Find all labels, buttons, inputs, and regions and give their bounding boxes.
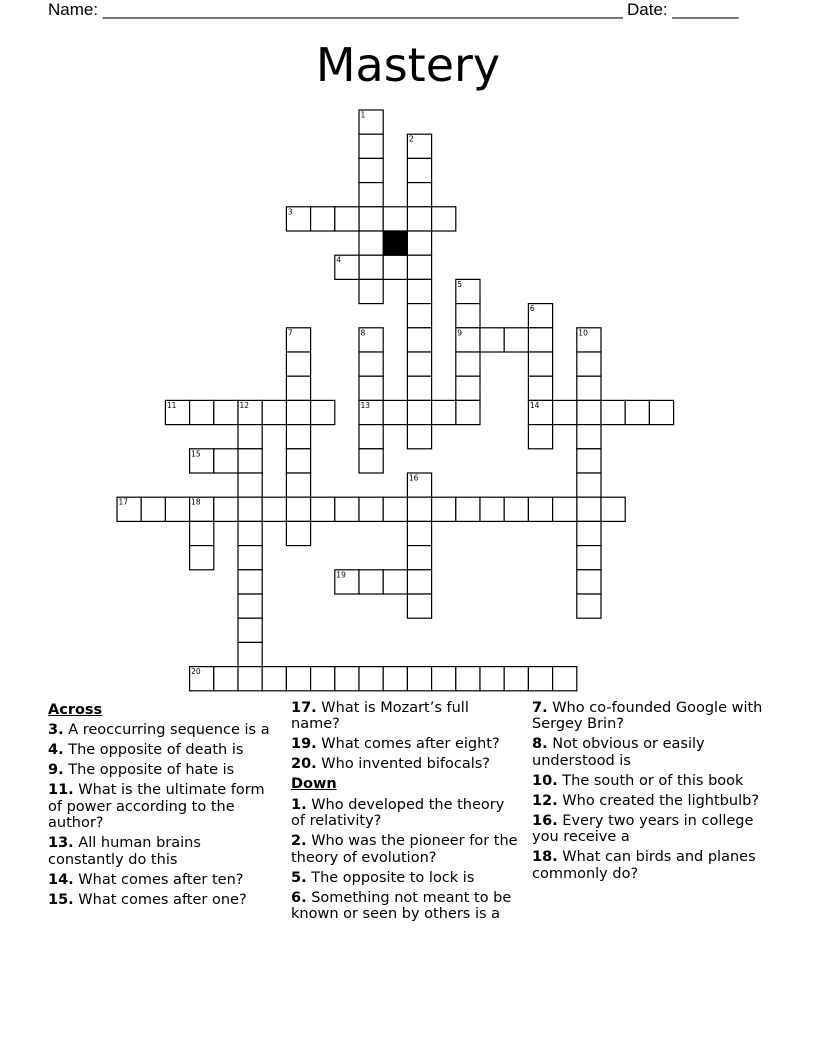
grid-cell[interactable]	[407, 376, 431, 400]
grid-cell[interactable]	[528, 497, 552, 521]
grid-cell[interactable]	[577, 425, 601, 449]
down-clue-list	[291, 797, 519, 923]
grid-cell[interactable]	[577, 473, 601, 497]
grid-cell[interactable]	[553, 667, 577, 691]
grid-cell[interactable]	[286, 425, 310, 449]
clue-number: 12.	[532, 792, 558, 809]
across-clue-9	[48, 762, 280, 778]
grid-cell[interactable]	[407, 497, 431, 521]
clue-text: Who invented bifocals?	[316, 756, 490, 773]
grid-cell[interactable]	[407, 207, 431, 231]
clue-text: What can birds and planes commonly do?	[532, 849, 756, 882]
across-clue-19	[291, 736, 519, 752]
clue-number: 1.	[291, 796, 307, 813]
grid-cell[interactable]	[311, 667, 335, 691]
grid-cell[interactable]	[480, 497, 504, 521]
clue-number: 16.	[532, 812, 558, 829]
clue-number: 6.	[291, 889, 307, 906]
puzzle-title: Mastery	[315, 38, 501, 92]
down-clue-16	[532, 813, 768, 846]
clue-text: What is the ultimate form of power according to the author?	[48, 782, 265, 832]
clue-text: The opposite of hate is	[63, 762, 235, 779]
grid-cell[interactable]	[214, 449, 238, 473]
grid-cell[interactable]	[383, 497, 407, 521]
clue-number: 3.	[48, 722, 64, 739]
clue-text: Who was the pioneer for the theory of evolution?	[291, 833, 518, 866]
clue-text: The opposite to lock is	[306, 869, 475, 886]
down-clue-12	[532, 793, 768, 809]
down-clue-1	[291, 797, 519, 830]
grid-cell[interactable]	[359, 279, 383, 303]
cell-number-11: 11	[166, 400, 177, 410]
grid-cell[interactable]	[649, 400, 673, 424]
grid-cell[interactable]	[286, 667, 310, 691]
across-clue-4	[48, 742, 280, 758]
across-clue-15	[48, 892, 280, 908]
grid-cell[interactable]	[383, 207, 407, 231]
cell-number-3: 3	[287, 207, 293, 217]
across-clue-14	[48, 872, 280, 888]
grid-cell[interactable]	[262, 400, 286, 424]
across-clue-20	[291, 756, 519, 772]
grid-cell[interactable]	[577, 449, 601, 473]
grid-cell[interactable]	[311, 497, 335, 521]
grid-cell[interactable]	[335, 207, 359, 231]
grid-cell[interactable]	[238, 570, 262, 594]
grid-cell[interactable]	[456, 667, 480, 691]
clue-text: The opposite of death is	[63, 742, 244, 759]
across-clue-list-continued	[291, 700, 519, 773]
grid-cell[interactable]	[407, 255, 431, 279]
grid-cell[interactable]	[504, 497, 528, 521]
grid-cell[interactable]	[359, 667, 383, 691]
grid-cell[interactable]	[238, 521, 262, 545]
across-clue-list	[48, 722, 280, 908]
grid-black-cell	[383, 231, 407, 255]
grid-cell[interactable]	[577, 376, 601, 400]
grid-cell[interactable]	[262, 497, 286, 521]
grid-cell[interactable]	[214, 497, 238, 521]
grid-cell[interactable]	[359, 497, 383, 521]
clue-number: 14.	[48, 871, 74, 888]
clue-text: What is Mozart’s full name?	[291, 700, 469, 733]
grid-cell[interactable]	[456, 376, 480, 400]
clue-text: What comes after eight?	[316, 736, 500, 753]
grid-cell[interactable]	[286, 352, 310, 376]
grid-cell[interactable]	[335, 497, 359, 521]
clue-number: 18.	[532, 849, 558, 866]
clue-number: 10.	[532, 772, 558, 789]
grid-cell[interactable]	[577, 352, 601, 376]
grid-cell[interactable]	[238, 546, 262, 570]
cell-number-18: 18	[191, 497, 201, 507]
across-clue-13	[48, 835, 280, 868]
grid-cell[interactable]	[190, 400, 214, 424]
grid-cell[interactable]	[407, 231, 431, 255]
grid-cell[interactable]	[456, 400, 480, 424]
cell-number-1: 1	[360, 110, 366, 120]
clue-text: Every two years in college you receive a	[532, 812, 754, 846]
cell-number-17: 17	[118, 497, 129, 507]
grid-cell[interactable]	[407, 570, 431, 594]
grid-cell[interactable]	[504, 328, 528, 352]
grid-cell[interactable]	[286, 376, 310, 400]
across-clue-3	[48, 722, 280, 738]
grid-cell[interactable]	[359, 425, 383, 449]
cell-number-15: 15	[191, 449, 201, 459]
cell-number-8: 8	[360, 328, 366, 338]
grid-cell[interactable]	[407, 304, 431, 328]
grid-cell[interactable]	[553, 497, 577, 521]
grid-cell[interactable]	[214, 667, 238, 691]
grid-cell[interactable]	[238, 497, 262, 521]
clue-text: The south or of this book	[557, 772, 744, 789]
grid-cell[interactable]	[238, 642, 262, 666]
cell-number-19: 19	[336, 570, 346, 580]
across-clue-11	[48, 782, 280, 831]
grid-cell[interactable]	[577, 594, 601, 618]
grid-cell[interactable]	[190, 521, 214, 545]
cell-number-5: 5	[457, 279, 463, 289]
grid-cell[interactable]	[238, 425, 262, 449]
grid-cell[interactable]	[432, 497, 456, 521]
grid-cell[interactable]	[504, 667, 528, 691]
across-clues-column	[48, 700, 280, 912]
grid-cell[interactable]	[311, 400, 335, 424]
grid-cell[interactable]	[262, 667, 286, 691]
grid-cell[interactable]	[165, 497, 189, 521]
clue-text: Something not meant to be known or seen by others is a	[291, 889, 512, 923]
grid-cell[interactable]	[383, 400, 407, 424]
grid-cell[interactable]	[456, 497, 480, 521]
grid-cell[interactable]	[407, 425, 431, 449]
grid-cell[interactable]	[480, 328, 504, 352]
across-clue-17	[291, 700, 519, 733]
clue-number: 11.	[48, 782, 74, 799]
grid-cell[interactable]	[528, 425, 552, 449]
grid-cell[interactable]	[456, 352, 480, 376]
grid-cell[interactable]	[432, 400, 456, 424]
down-clue-2	[291, 833, 519, 866]
cell-number-2: 2	[408, 134, 414, 144]
clue-number: 7.	[532, 700, 548, 716]
grid-cell[interactable]	[286, 521, 310, 545]
grid-cell[interactable]	[359, 231, 383, 255]
clue-number: 5.	[291, 869, 307, 886]
clue-text: All human brains constantly do this	[48, 835, 201, 868]
grid-cell[interactable]	[286, 400, 310, 424]
grid-cell[interactable]	[238, 667, 262, 691]
clue-number: 2.	[291, 833, 307, 850]
grid-cell[interactable]	[528, 376, 552, 400]
clue-text: Who developed the theory of relativity?	[291, 796, 505, 830]
grid-cell[interactable]	[335, 667, 359, 691]
grid-cell[interactable]	[214, 400, 238, 424]
grid-cell[interactable]	[528, 667, 552, 691]
clue-text: Who created the lightbulb?	[557, 792, 760, 809]
down-clue-5	[291, 870, 519, 886]
grid-cell[interactable]	[407, 279, 431, 303]
down-clue-7	[532, 700, 768, 733]
clue-text: Not obvious or easily understood is	[532, 736, 705, 769]
clue-number: 20.	[291, 756, 317, 773]
grid-cell[interactable]	[383, 667, 407, 691]
clue-text: What comes after ten?	[73, 871, 244, 888]
grid-cell[interactable]	[190, 546, 214, 570]
grid-cell[interactable]	[238, 594, 262, 618]
cell-number-13: 13	[360, 400, 371, 410]
grid-cell[interactable]	[359, 570, 383, 594]
cell-number-10: 10	[578, 328, 588, 338]
grid-cell[interactable]	[407, 158, 431, 182]
cell-number-14: 14	[529, 400, 540, 410]
grid-cell[interactable]	[286, 473, 310, 497]
name-field-label: Name: _______________________________________________________	[48, 0, 623, 19]
grid-cell[interactable]	[407, 546, 431, 570]
grid-cell[interactable]	[407, 667, 431, 691]
grid-cell[interactable]	[480, 667, 504, 691]
grid-cell[interactable]	[383, 255, 407, 279]
grid-cell[interactable]	[577, 497, 601, 521]
clue-text: A reoccurring sequence is a	[63, 722, 270, 739]
cell-number-12: 12	[239, 400, 250, 410]
clue-number: 15.	[48, 891, 74, 908]
grid-cell[interactable]	[359, 352, 383, 376]
cell-number-6: 6	[529, 304, 535, 314]
grid-cell[interactable]	[601, 400, 625, 424]
grid-cell[interactable]	[311, 207, 335, 231]
date-field-label: Date: _______	[627, 0, 739, 19]
grid-cell[interactable]	[407, 400, 431, 424]
grid-cell[interactable]	[407, 352, 431, 376]
grid-cell[interactable]	[577, 546, 601, 570]
grid-cell[interactable]	[528, 352, 552, 376]
down-clue-18	[532, 849, 768, 882]
clue-number: 8.	[532, 736, 548, 753]
grid-cell[interactable]	[141, 497, 165, 521]
clues-column-right	[532, 700, 768, 886]
down-clue-list-continued	[532, 700, 768, 882]
grid-cell[interactable]	[528, 328, 552, 352]
grid-cell[interactable]	[432, 207, 456, 231]
cell-number-4: 4	[336, 255, 342, 265]
grid-cell[interactable]	[359, 376, 383, 400]
clue-number: 13.	[48, 835, 74, 852]
grid-cell[interactable]	[359, 158, 383, 182]
grid-cell[interactable]	[577, 521, 601, 545]
grid-cell[interactable]	[577, 570, 601, 594]
clue-number: 9.	[48, 762, 64, 779]
grid-cell[interactable]	[286, 449, 310, 473]
grid-cell[interactable]	[359, 183, 383, 207]
grid-cell[interactable]	[238, 449, 262, 473]
grid-cell[interactable]	[432, 667, 456, 691]
grid-cell[interactable]	[407, 328, 431, 352]
grid-cell[interactable]	[383, 570, 407, 594]
cell-number-7: 7	[287, 328, 293, 338]
clue-text: Who co-founded Google with Sergey Brin?	[532, 700, 763, 733]
down-clue-6	[291, 890, 519, 923]
grid-cell[interactable]	[359, 255, 383, 279]
grid-cell[interactable]	[407, 183, 431, 207]
grid-cell[interactable]	[625, 400, 649, 424]
clue-text: What comes after one?	[73, 891, 247, 908]
down-heading: Down	[291, 776, 337, 793]
grid-cell[interactable]	[407, 594, 431, 618]
cell-number-20: 20	[191, 667, 201, 677]
grid-cell[interactable]	[577, 400, 601, 424]
grid-cell[interactable]	[286, 497, 310, 521]
grid-cell[interactable]	[238, 618, 262, 642]
across-heading: Across	[48, 702, 103, 718]
cell-number-9: 9	[457, 328, 463, 338]
grid-cell[interactable]	[238, 473, 262, 497]
clue-number: 19.	[291, 736, 317, 753]
grid-cell[interactable]	[456, 304, 480, 328]
grid-cell[interactable]	[359, 134, 383, 158]
grid-cell[interactable]	[359, 449, 383, 473]
clue-number: 4.	[48, 742, 64, 759]
clues-column-middle	[291, 700, 519, 926]
down-clue-8	[532, 736, 768, 769]
cell-number-16: 16	[408, 473, 419, 483]
grid-cell[interactable]	[407, 521, 431, 545]
grid-cell[interactable]	[553, 400, 577, 424]
grid-cell[interactable]	[359, 207, 383, 231]
grid-cell[interactable]	[601, 497, 625, 521]
down-clue-10	[532, 773, 768, 789]
clue-number: 17.	[291, 700, 317, 716]
